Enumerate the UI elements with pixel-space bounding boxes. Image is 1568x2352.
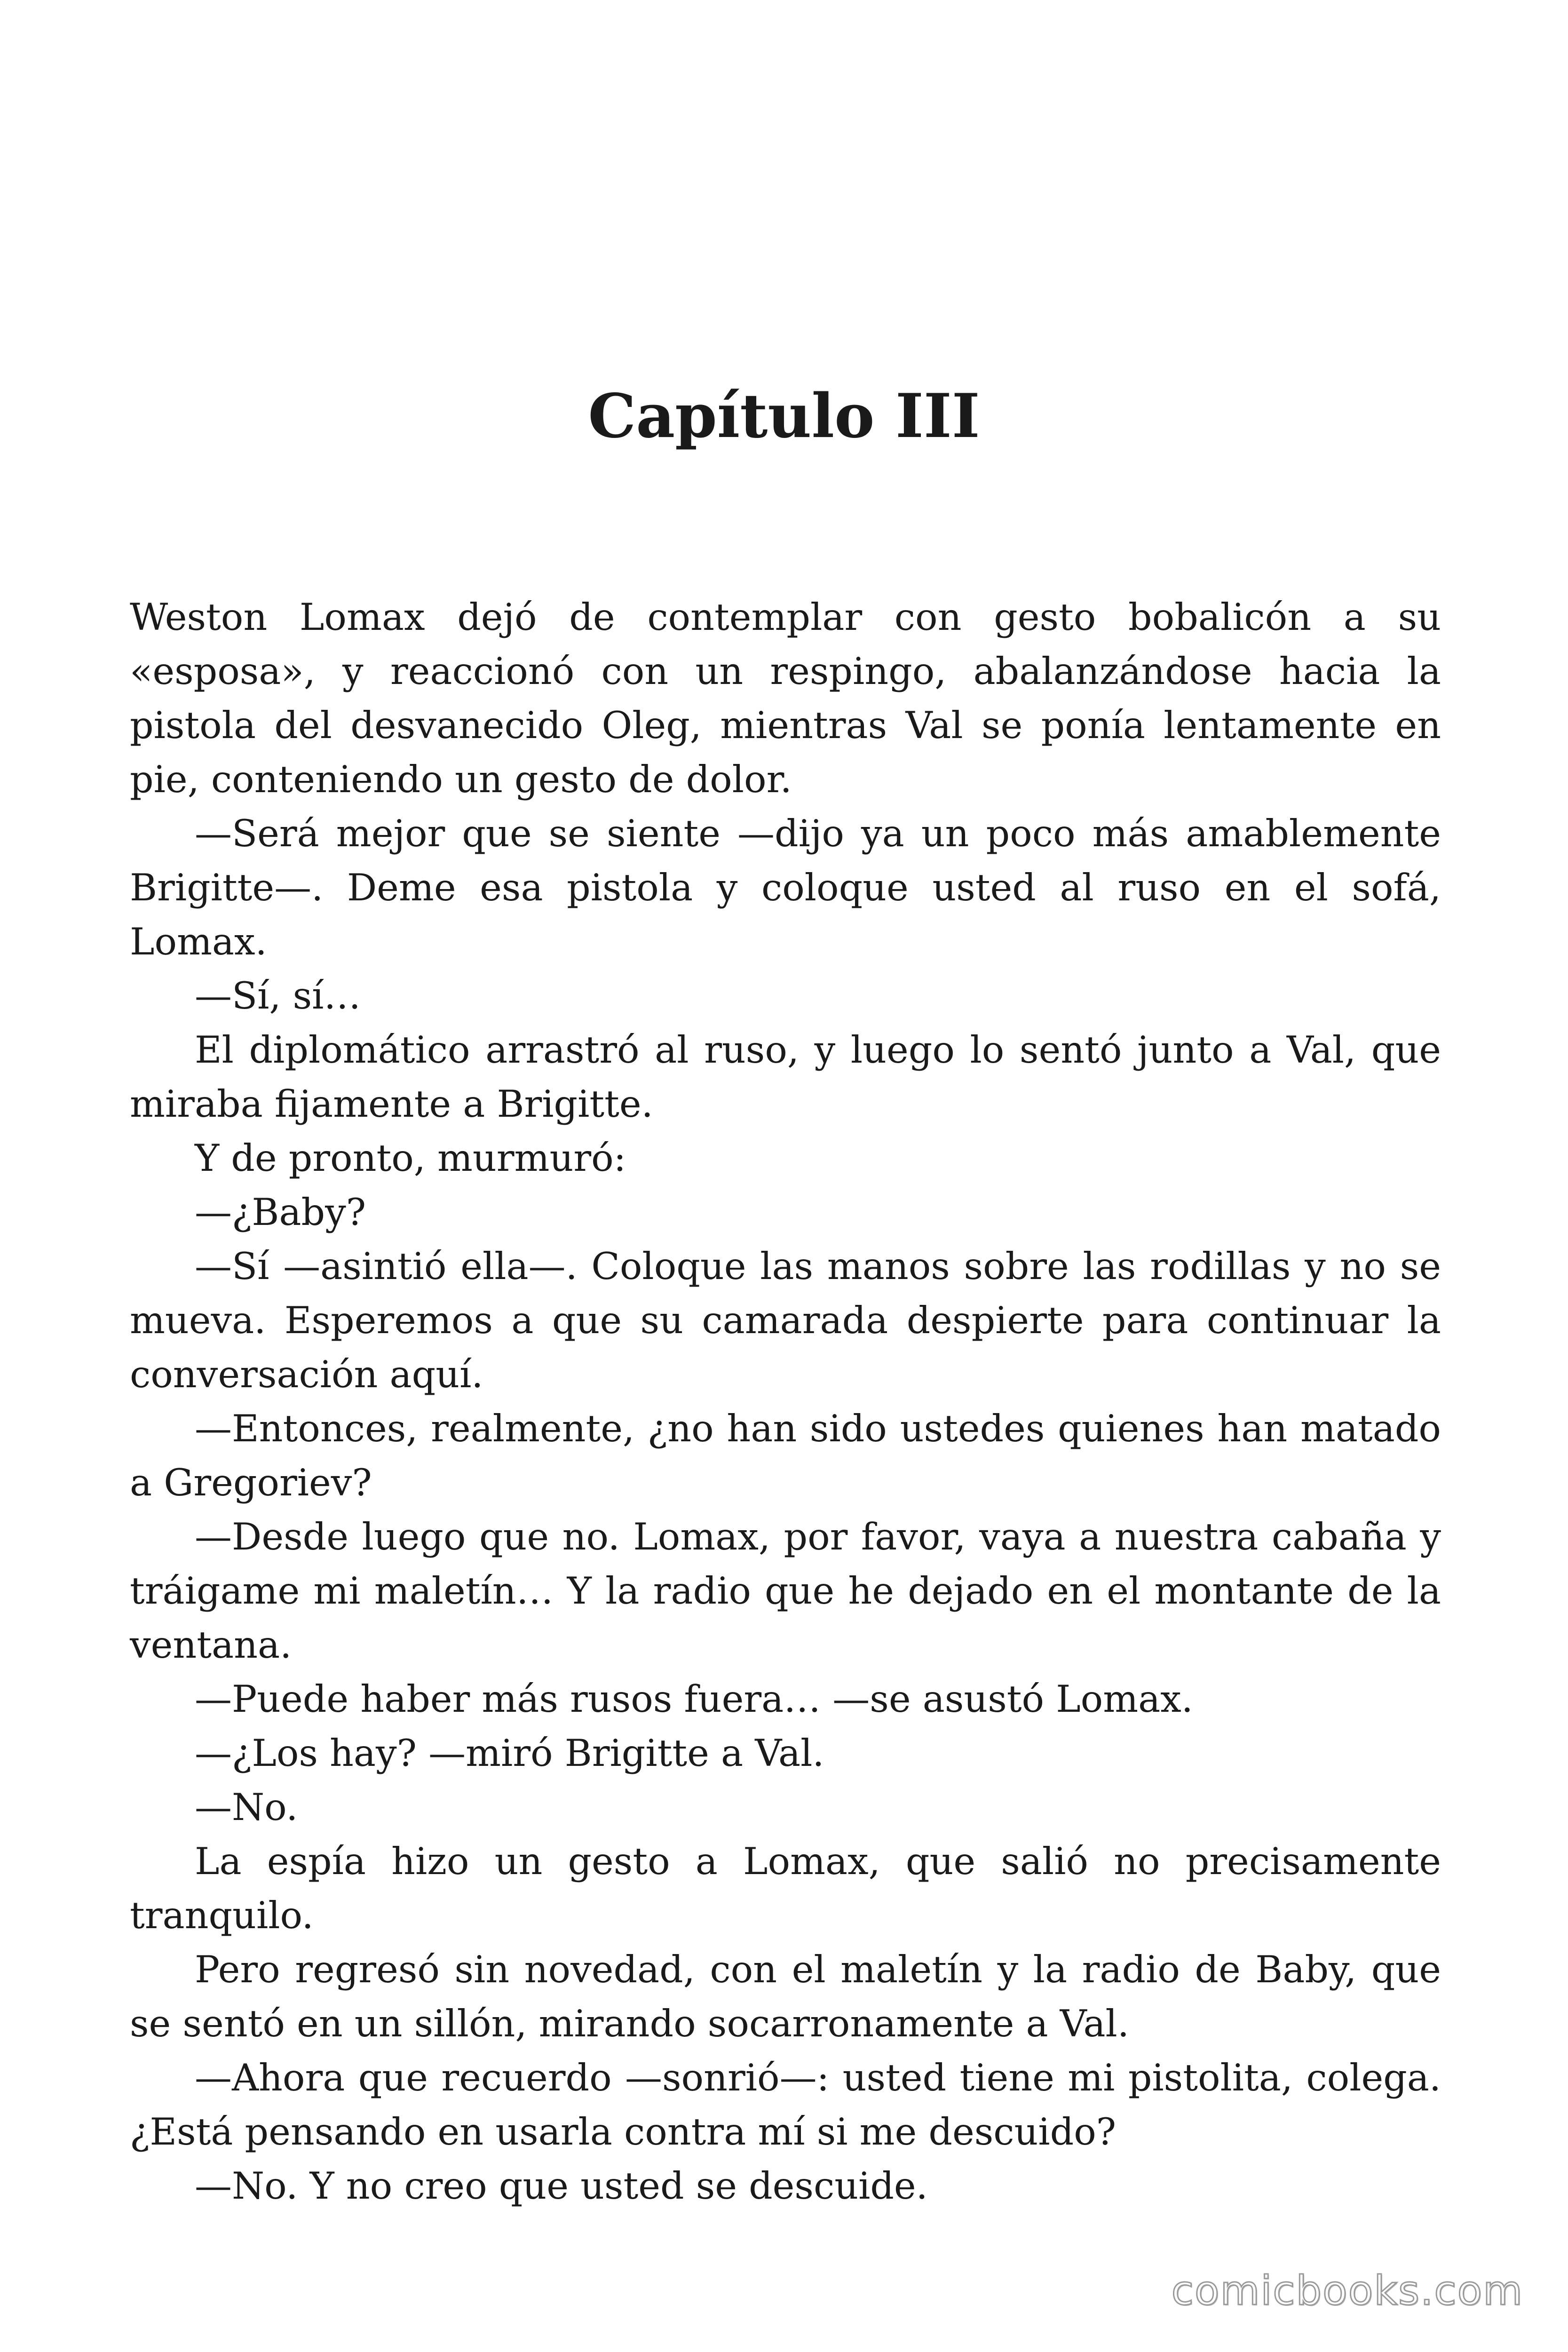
paragraph: —Sí —asintió ella—. Coloque las manos sobre las rodillas y no se mueva. Esperemos a que su camarada despierte para continuar la conversación aquí. — [130, 1245, 1441, 1396]
paragraph: Weston Lomax dejó de contemplar con gesto bobalicón a su «esposa», y reaccionó con un respingo, abalanzándose hacia la pistola del desvanecido Oleg, mientras Val se ponía lentamente en pie, conteniendo un gesto de dolor. — [130, 596, 1441, 801]
paragraph: —¿Baby? — [195, 1191, 366, 1234]
paragraph: —Desde luego que no. Lomax, por favor, vaya a nuestra cabaña y tráigame mi maletín… Y la radio que he dejado en el montante de la ventana. — [130, 1515, 1441, 1667]
paragraph: —Puede haber más rusos fuera… —se asustó Lomax. — [195, 1677, 1193, 1721]
paragraph: —No. Y no creo que usted se descuide. — [195, 2164, 928, 2208]
paragraph: —Ahora que recuerdo —sonrió—: usted tiene mi pistolita, colega. ¿Está pensando en usarla contra mí si me descuido? — [130, 2056, 1441, 2153]
chapter-title: Capítulo III — [588, 381, 980, 452]
chapter-body — [130, 590, 1441, 2213]
watermark: comicbooks.com — [1171, 2267, 1523, 2314]
paragraph: Pero regresó sin novedad, con el maletín y la radio de Baby, que se sentó en un sillón, mirando socarronamente a Val. — [130, 1948, 1441, 2045]
paragraph: —Será mejor que se siente —dijo ya un poco más amablemente Brigitte—. Deme esa pistola y coloque usted al ruso en el sofá, Lomax. — [130, 812, 1441, 963]
paragraph: Y de pronto, murmuró: — [195, 1136, 626, 1180]
paragraph: El diplomático arrastró al ruso, y luego lo sentó junto a Val, que miraba fijamente a Brigitte. — [130, 1028, 1441, 1126]
paragraph: La espía hizo un gesto a Lomax, que salió no precisamente tranquilo. — [130, 1840, 1441, 1937]
paragraph: —Sí, sí… — [195, 974, 361, 1017]
paragraph: —No. — [195, 1786, 298, 1829]
paragraph: —¿Los hay? —miró Brigitte a Val. — [195, 1732, 824, 1775]
paragraph: —Entonces, realmente, ¿no han sido ustedes quienes han matado a Gregoriev? — [130, 1407, 1441, 1504]
